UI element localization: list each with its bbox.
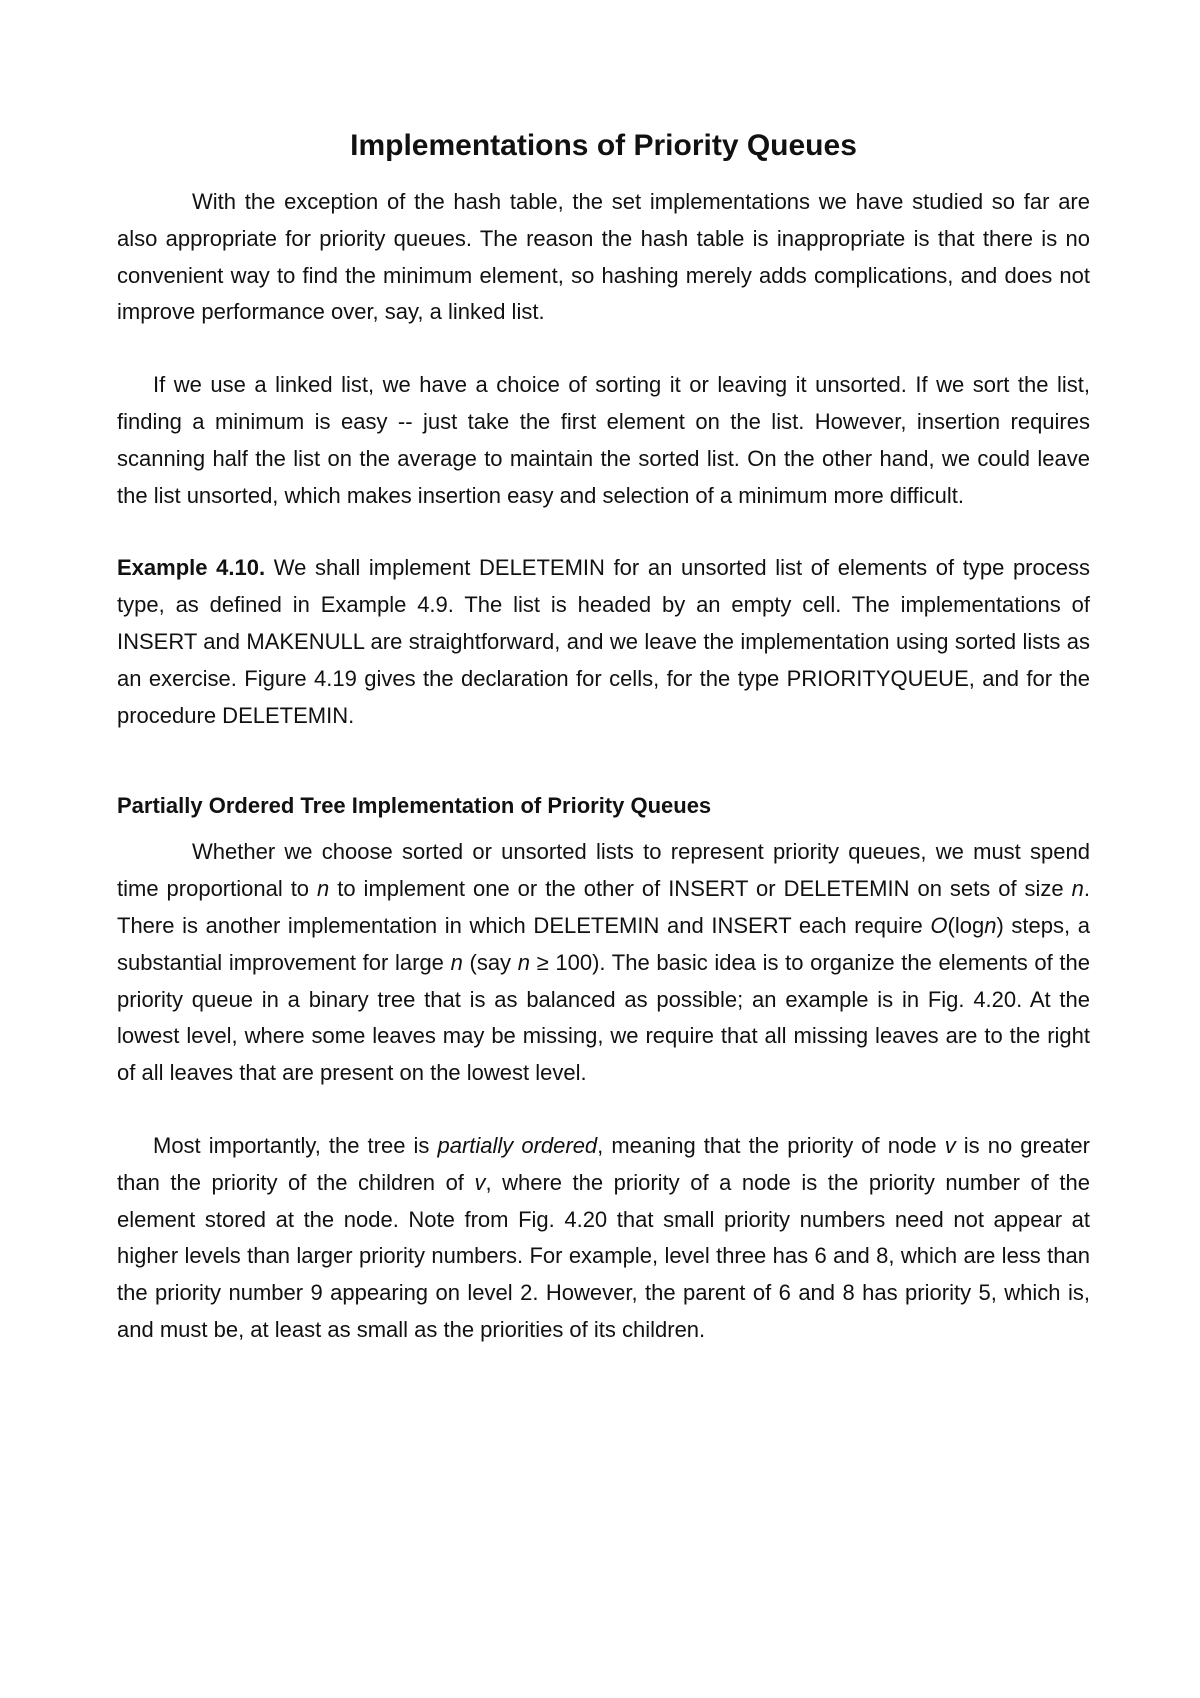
math-variable: v	[474, 1169, 486, 1195]
paragraph-gap	[117, 514, 1090, 550]
emphasis-text: partially ordered	[437, 1132, 598, 1158]
text-run: to implement one or the other of INSERT or DELETEMIN on sets of size	[329, 876, 1072, 902]
text-run: , meaning that the priority of node	[597, 1132, 945, 1158]
text-run: ) steps, a substantial improvement for large	[117, 912, 1090, 975]
math-variable: O	[930, 912, 948, 938]
text-run: (say	[462, 949, 518, 975]
math-variable: v	[944, 1132, 956, 1158]
math-variable: n	[450, 949, 463, 975]
text-run: Most importantly, the tree is	[153, 1132, 438, 1158]
math-variable: n	[517, 949, 530, 975]
text-run: ≥ 100). The basic idea is to organize the elements of the priority queue in a binary tree that is as balanced as possible; an example is in Fig. 4.20. At the lowest level, where some leaves may be missing, we require that all missing leaves are to the right of all leaves that are present on the lowest level.	[117, 949, 1091, 1086]
paragraph-gap	[117, 331, 1090, 367]
text-run: (log	[947, 912, 985, 938]
math-variable: n	[984, 912, 997, 938]
text-run: . There is another implementation in which DELETEMIN and INSERT each require	[117, 876, 1091, 938]
paragraph-most-importantly	[117, 1128, 1090, 1349]
paragraph-linked-list: If we use a linked list, we have a choice of sorting it or leaving it unsorted. If we sort the list, finding a minimum is easy -- just take the first element on the list. However, insertion requires scanning half the list on the average to maintain the sorted list. On the other hand, we could leave the list unsorted, which makes insertion easy and selection of a minimum more difficult.	[117, 372, 1090, 508]
section-heading: Partially Ordered Tree Implementation of Priority Queues	[117, 793, 712, 819]
paragraph-example	[117, 550, 1090, 734]
paragraph-partially-ordered	[117, 834, 1090, 1092]
example-text: We shall implement DELETEMIN for an unsorted list of elements of type process type, as defined in Example 4.9. The list is headed by an empty cell. The implementations of INSERT and MAKENULL are straightforward, and we leave the implementation using sorted lists as an exercise. Figure 4.19 gives the declaration for cells, for the type PRIORITYQUEUE, and for the procedure DELETEMIN.	[117, 555, 1090, 728]
text-run: Whether we choose sorted or unsorted lists to represent priority queues, we must spend time proportional to	[117, 839, 1090, 902]
text-run: , where the priority of a node is the priority number of the element stored at the node. Note from Fig. 4.20 that small priority numbers need not appear at higher levels than larger priority numbers. For example, level three has 6 and 8, which are less than the priority number 9 appearing on level 2. However, the parent of 6 and 8 has priority 5, which is, and must be, at least as small as the priorities of its children.	[117, 1169, 1090, 1342]
math-variable: n	[317, 876, 330, 902]
section-gap	[117, 734, 1090, 788]
text-run: is no greater than the priority of the children of	[117, 1132, 1090, 1195]
paragraph-gap	[117, 1092, 1090, 1128]
paragraph-intro: With the exception of the hash table, the set implementations we have studied so far are also appropriate for priority queues. The reason the hash table is inappropriate is that there is no convenient way to find the minimum element, so hashing merely adds complications, and does not improve performance over, say, a linked list.	[117, 189, 1090, 325]
example-label: Example 4.10.	[117, 555, 266, 581]
page-title: Implementations of Priority Queues	[350, 129, 857, 162]
math-variable: n	[1071, 876, 1084, 902]
